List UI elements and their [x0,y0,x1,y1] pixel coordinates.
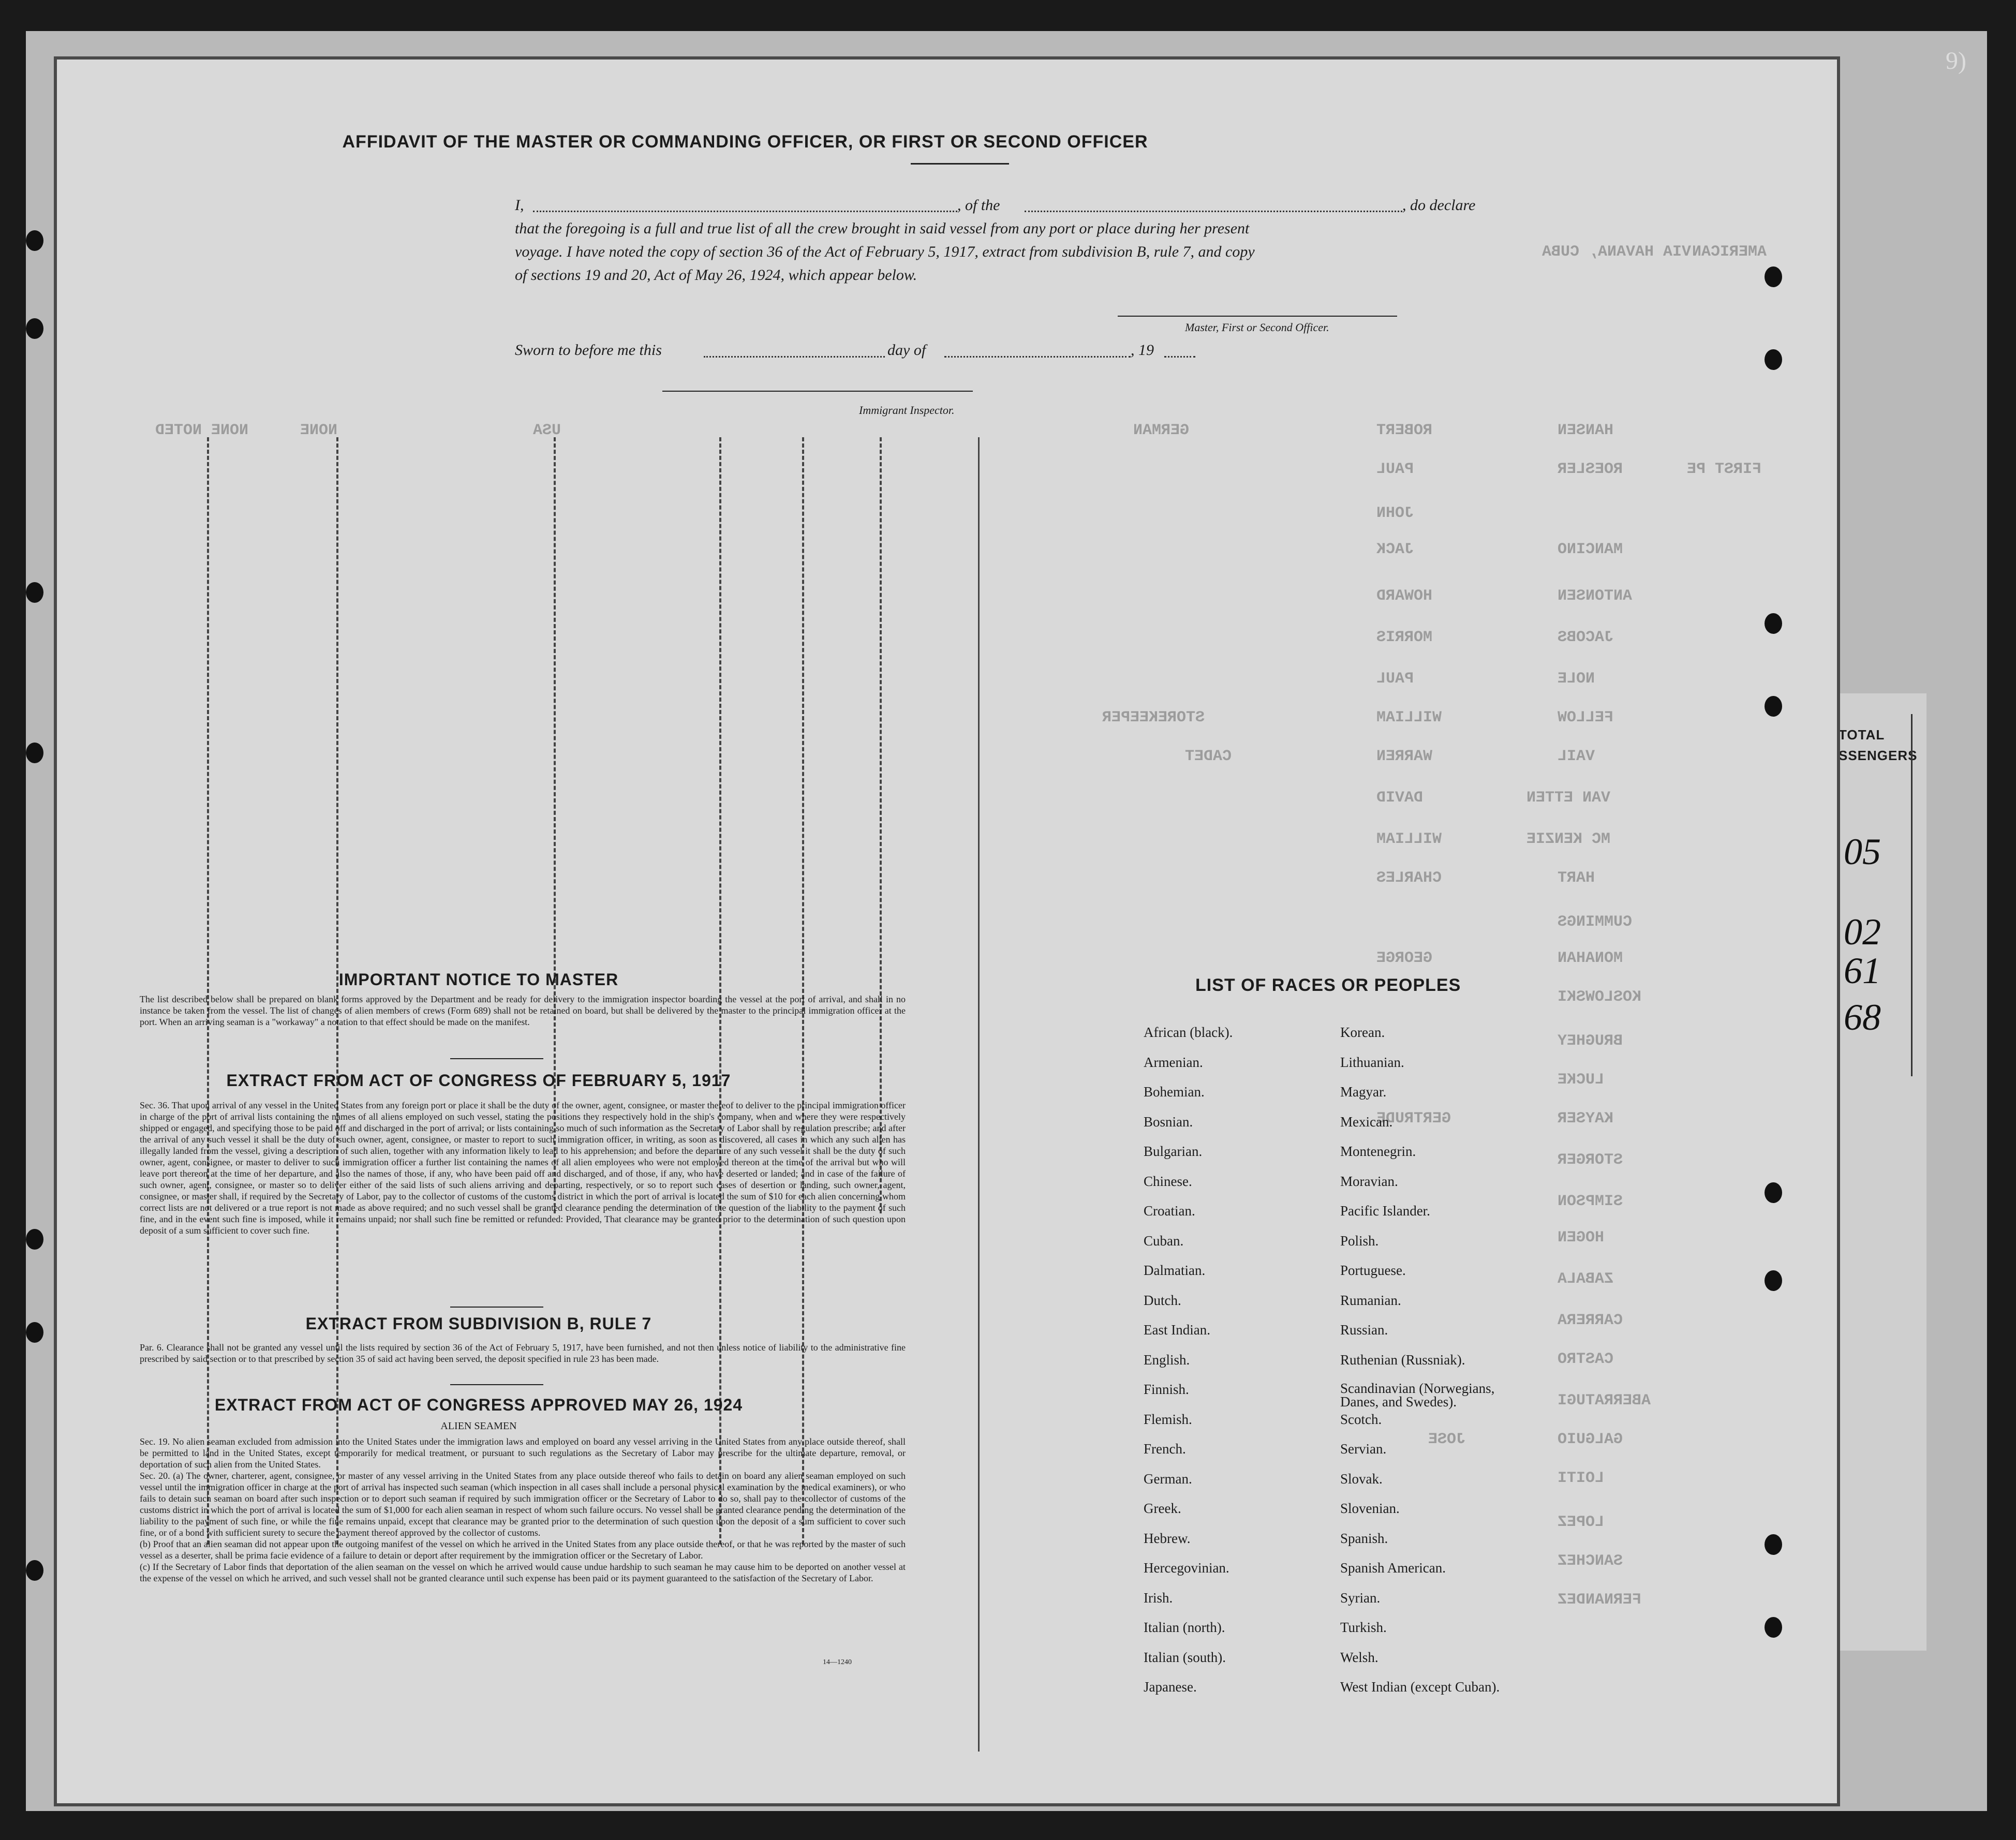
bleed-text: FERNANDEZ [1558,1591,1642,1609]
bleed-text: MORRIS [1376,629,1433,646]
bleed-text: VAN ETTEN [1526,789,1611,807]
sworn-mid: day of [887,342,926,359]
bleed-text: AMERICAN [1692,243,1767,261]
race-item: Polish. [1340,1233,1379,1249]
race-item: Welsh. [1340,1649,1378,1665]
race-item: German. [1144,1471,1192,1487]
binder-hole [26,1560,43,1581]
affidavit-line3: voyage. I have noted the copy of section 36 of the Act of February 5, 1917, extract from subdivision B, rule 7, and copy [515,243,1255,260]
binder-hole [1765,1182,1782,1203]
bleed-text: BRUGHEY [1558,1032,1623,1050]
binder-hole [26,743,43,763]
race-item: Spanish. [1340,1530,1388,1546]
binder-hole [26,1322,43,1343]
binder-hole [26,318,43,339]
race-item: Lithuanian. [1340,1054,1404,1070]
affidavit-line2: that the foregoing is a full and true list of all the crew brought in said vessel from any port or place during her present [515,220,1250,237]
section-rule [450,1058,543,1059]
total-value: 02 [1844,911,1881,953]
bleed-text: HART [1558,869,1595,887]
race-item: Croatian. [1144,1203,1195,1219]
binder-hole [1765,266,1782,287]
binder-hole [1765,1617,1782,1638]
bleed-text: MANCINO [1558,541,1623,558]
race-item: Greek. [1144,1501,1181,1516]
bleed-text: NOLE [1558,670,1595,688]
race-item: Scandinavian (Norwegians, Danes, and Swedes). [1340,1381,1495,1409]
form-page [57,60,1837,1803]
binder-hole [1765,613,1782,634]
sec20c-text: (c) If the Secretary of Labor finds that deportation of the alien seaman on the vessel on which he arrived would cause undue hardship to such seaman he may cause him to be deported on another vessel at the expense of the vessel on which he arrived, and such vessel shall not be granted clearance until such expense has been paid or its payment guaranteed to the satisfaction of the Secretary of Labor. [140,1562,906,1583]
bleed-text: NONE NOTED [155,422,249,439]
race-item: Dalmatian. [1144,1263,1206,1278]
extract1917-body: Sec. 36. That upon arrival of any vessel in the United States from any foreign port or place it shall be the duty of the owner, agent, consignee, or master thereof to deliver to the principal immigration officer in charge of the port of arrival lists containing the names of all aliens employed on such vessel, stating the positions they respectively hold in the ship's company, when and where they were respectively shipped or engaged, and specifying those to be paid off and discharged in the port of arrival; or lists containing so much of such information as the Secretary of Labor shall by regulation prescribe; and after the arrival of any such vessel it shall be the duty of such owner, agent, consignee, or master to report to such immigration officer, in writing, as soon as discovered, all cases in which any such alien has illegally landed from the vessel, giving a description of such alien, together with any information likely to lead to his apprehension; and before the departure of any such vessel it shall be the duty of such owner, agent, consignee, or master to deliver to such immigration officer a further list containing the names of all alien employees who were not employed thereon at the time of the arrival but who will leave port thereon at the time of her departure, and also the names of those, if any, who have been paid off and discharged, and of those, if any, who have deserted or landed; and in case of the failure of such owner, agent, consignee, or master so to deliver either of the said lists of such aliens arriving and departing, respectively, or so to report such cases of desertion or landing, such owner, agent, consignee, or master shall, if required by the Secretary of Labor, pay to the collector of customs of the customs district in which the port of arrival is located the sum of $10 for each alien concerning whom correct lists are not delivered or a true report is not made as above required; and no such vessel shall be granted clearance pending the determination of the question of the liability to the payment of such fine, and in the event such fine is imposed, while it remains unpaid; nor shall such fine be remitted or refunded: Provided, That clearance may be granted prior to the determination of such question upon deposit of a sum sufficient to cover such fine. [140,1100,906,1236]
bleed-text: ZABALA [1558,1270,1614,1288]
bleed-text: NONE [300,422,338,439]
sworn-start: Sworn to before me this [515,342,662,359]
affidavit-line1-mid: , of the [957,197,1000,214]
race-item: Japanese. [1144,1679,1197,1695]
race-item: Portuguese. [1340,1263,1406,1278]
race-item: Turkish. [1340,1620,1387,1635]
bleed-text: MC KENZIE [1526,830,1611,848]
race-item: Cuban. [1144,1233,1184,1249]
bleed-text: USA [533,422,561,439]
bleed-text: SANCHEZ [1558,1552,1623,1570]
title-rule [911,163,1009,165]
bleed-text: VIA HAVANA, CUBA [1542,243,1692,261]
bleed-text: LOPEZ [1558,1513,1605,1531]
name-blank [533,211,957,212]
bleed-text: LUCKE [1558,1071,1605,1089]
inspector-line [662,391,973,392]
bleed-text: CUMMINGS [1558,913,1633,931]
inspector-label: Immigrant Inspector. [859,404,955,417]
form-number: 14—1240 [823,1658,852,1666]
bleed-text: FIRST PE [1687,461,1762,478]
right-sheet-fragment [1832,693,1926,1651]
race-item: Syrian. [1340,1590,1381,1606]
vessel-blank [1025,211,1402,212]
race-item: Armenian. [1144,1054,1203,1070]
bleed-text: STORGER [1558,1151,1623,1169]
bleed-text: KOSLOWSKI [1558,988,1642,1006]
race-item: Hebrew. [1144,1530,1191,1546]
totals-header: TOTAL SSENGERS [1839,727,1918,763]
bleed-text: GERMAN [1133,422,1190,439]
bleed-text: JOHN [1376,504,1414,522]
race-item: Dutch. [1144,1292,1181,1308]
bleed-text: GERTRUDE [1376,1110,1451,1127]
sec20b-text: (b) Proof that an alien seaman did not appear upon the outgoing manifest of the vessel on which he arrived in the United States from any place outside thereof, or that he was reported by the master of such vessel as a deserter, shall be prima facie evidence of a failure to detain or deport after requirement by the immigration officer or the Secretary of Labor. [140,1539,906,1561]
bleed-text: SIMPSON [1558,1193,1623,1210]
bleed-text: PAUL [1376,670,1414,688]
bleed-text: WILLIAM [1376,709,1442,726]
race-item: Magyar. [1340,1084,1387,1100]
bleed-text: WARREN [1376,748,1433,765]
notice-body: The list described below shall be prepared on blank forms approved by the Department and be ready for delivery to the immigration inspector boarding the vessel at the port of arrival, and shall in no instance be taken from the vessel. The list of changes of alien members of crews (Form 689) shall not be retained on board, but shall be delivered by the master to the principal immigration officer at the port. When an arriving seaman is a "workaway" a notation to that effect should be made on the manifest. [140,994,906,1027]
bleed-text: JACK [1376,541,1414,558]
bleed-text: ANTONSEN [1558,587,1633,605]
sworn-end: , 19 [1131,342,1154,359]
race-item: African (black). [1144,1025,1233,1040]
race-item: Rumanian. [1340,1292,1401,1308]
bleed-text: JOSE [1428,1431,1466,1448]
binder-hole [1765,696,1782,717]
race-item: French. [1144,1441,1186,1457]
race-item: Montenegrin. [1340,1144,1416,1159]
sworn-day-blank [704,356,885,358]
race-item: Pacific Islander. [1340,1203,1430,1219]
extract1917-title: EXTRACT FROM ACT OF CONGRESS OF FEBRUARY 5, 1917 [226,1071,731,1090]
bleed-text: ABERRATUGI [1558,1392,1651,1409]
column-line [554,437,556,1213]
sec20a-text: Sec. 20. (a) The owner, charterer, agent, consignee, or master of any vessel arriving in the United States from any place outside thereof who fails to detain on board any alien seaman employed on such vessel until the immigration officer in charge at the port of arrival has inspected such seaman (which inspection in all cases shall include a personal physical examination by the medical examiners), or who fails to detain such seaman on board after such inspection or to deport such seaman if required by such immigration officer or the Secretary of Labor to do so, shall pay to the collector of customs of the customs district in which the port of arrival is located the sum of $1,000 for each alien seaman in respect of whom such failure occurs. No vessel shall be granted clearance pending the determination of the liability to the payment of such fine, or while the fine remains unpaid, except that clearance may be granted prior to the determination of such question upon the deposit of a sum sufficient to cover such fine, or of a bond with sufficient surety to secure the payment thereof approved by the collector of customs. [140,1471,906,1538]
race-item: Chinese. [1144,1173,1192,1189]
race-item: Spanish American. [1340,1560,1446,1576]
race-item: Servian. [1340,1441,1387,1457]
section-rule [450,1384,543,1385]
bleed-text: DAVID [1376,789,1424,807]
page-number: 9) [1946,47,1966,75]
column-line [978,437,980,1752]
binder-hole [1765,349,1782,370]
sworn-month-blank [944,356,1131,358]
rule7-body: Par. 6. Clearance shall not be granted any vessel until the lists required by section 36 of the Act of February 5, 1917, have been furnished, and not then unless notice of liability to the administrative fine prescribed by said section or to that prescribed by section 35 of said act having been served, the deposit specified in rule 23 has been made. [140,1342,906,1364]
race-item: Finnish. [1144,1382,1189,1397]
total-value: 05 [1844,831,1881,872]
race-item: Bohemian. [1144,1084,1205,1100]
race-item: Slovenian. [1340,1501,1400,1516]
section-rule [450,1307,543,1308]
race-item: Bosnian. [1144,1114,1193,1130]
race-item: Ruthenian (Russniak). [1340,1352,1465,1368]
race-item: Scotch. [1340,1411,1382,1427]
sec19-text: Sec. 19. No alien seaman excluded from admission into the United States under the immigration laws and employed on board any vessel arriving in the United States from any place outside thereof, shall be permitted to land in the United States, except temporarily for medical treatment, or pursuant to such regulations as the Secretary of Labor may prescribe for the ultimate departure, removal, or deportation of such alien from the United States. [140,1436,906,1470]
bleed-text: JACOBS [1558,629,1614,646]
column-line [207,437,209,1545]
race-item: East Indian. [1144,1322,1210,1338]
bleed-text: FELLOW [1558,709,1614,726]
race-item: Flemish. [1144,1411,1192,1427]
bleed-text: MONAHAN [1558,949,1623,967]
master-label: Master, First or Second Officer. [1185,321,1329,334]
sworn-year-blank [1164,356,1195,358]
race-item: Hercegovinian. [1144,1560,1229,1576]
notice-title: IMPORTANT NOTICE TO MASTER [338,970,619,989]
affidavit-line1-end: , do declare [1402,197,1476,214]
bleed-text: GEORGE [1376,949,1433,967]
bleed-text: HANSEN [1558,422,1614,439]
rule7-title: EXTRACT FROM SUBDIVISION B, RULE 7 [305,1314,652,1333]
bleed-text: HOWARD [1376,587,1433,605]
column-line [719,437,721,1545]
affidavit-title: AFFIDAVIT OF THE MASTER OR COMMANDING OFFICER, OR FIRST OR SECOND OFFICER [342,132,1148,152]
bleed-text: ROBERT [1376,422,1433,439]
bleed-text: WILLIAM [1376,830,1442,848]
column-line [880,437,882,1213]
bleed-text: STOREKEEPER [1102,709,1205,726]
race-item: Mexican. [1340,1114,1393,1130]
binder-hole [26,1229,43,1250]
binder-hole [26,230,43,251]
race-item: Slovak. [1340,1471,1383,1487]
extract1924-body [140,1436,906,1584]
race-item: English. [1144,1352,1190,1368]
bleed-text: ROESLER [1558,461,1623,478]
race-item: Russian. [1340,1322,1388,1338]
race-item: Moravian. [1340,1173,1398,1189]
total-value: 61 [1844,950,1881,991]
race-item: Italian (south). [1144,1649,1226,1665]
bleed-text: CARRERA [1558,1312,1623,1329]
bleed-text: GALGUIO [1558,1431,1623,1448]
races-title: LIST OF RACES OR PEOPLES [1195,975,1461,995]
bleed-text: VAIL [1558,748,1595,765]
bleed-text: HOGEN [1558,1229,1605,1247]
race-item: Italian (north). [1144,1620,1225,1635]
bleed-text: CASTRO [1558,1351,1614,1368]
race-item: Irish. [1144,1590,1173,1606]
binder-hole [1765,1270,1782,1291]
column-line [336,437,338,1545]
bleed-text: CHARLES [1376,869,1442,887]
affidavit-line4: of sections 19 and 20, Act of May 26, 1924, which appear below. [515,266,917,284]
binder-hole [1765,1534,1782,1555]
bleed-text: PAUL [1376,461,1414,478]
bleed-text: KAYSER [1558,1110,1614,1127]
alien-seamen-subtitle: ALIEN SEAMEN [440,1420,517,1432]
bleed-text: LOITI [1558,1470,1605,1487]
race-item: Bulgarian. [1144,1144,1203,1159]
signature-line [1118,316,1397,317]
column-line [802,437,804,1545]
binder-hole [26,582,43,603]
affidavit-line1-start: I, [515,197,524,214]
bleed-text: CADET [1185,748,1232,765]
race-item: Korean. [1340,1025,1385,1040]
race-item: West Indian (except Cuban). [1340,1679,1500,1695]
extract1924-title: EXTRACT FROM ACT OF CONGRESS APPROVED MAY 26, 1924 [214,1396,743,1414]
total-value: 68 [1844,997,1881,1038]
